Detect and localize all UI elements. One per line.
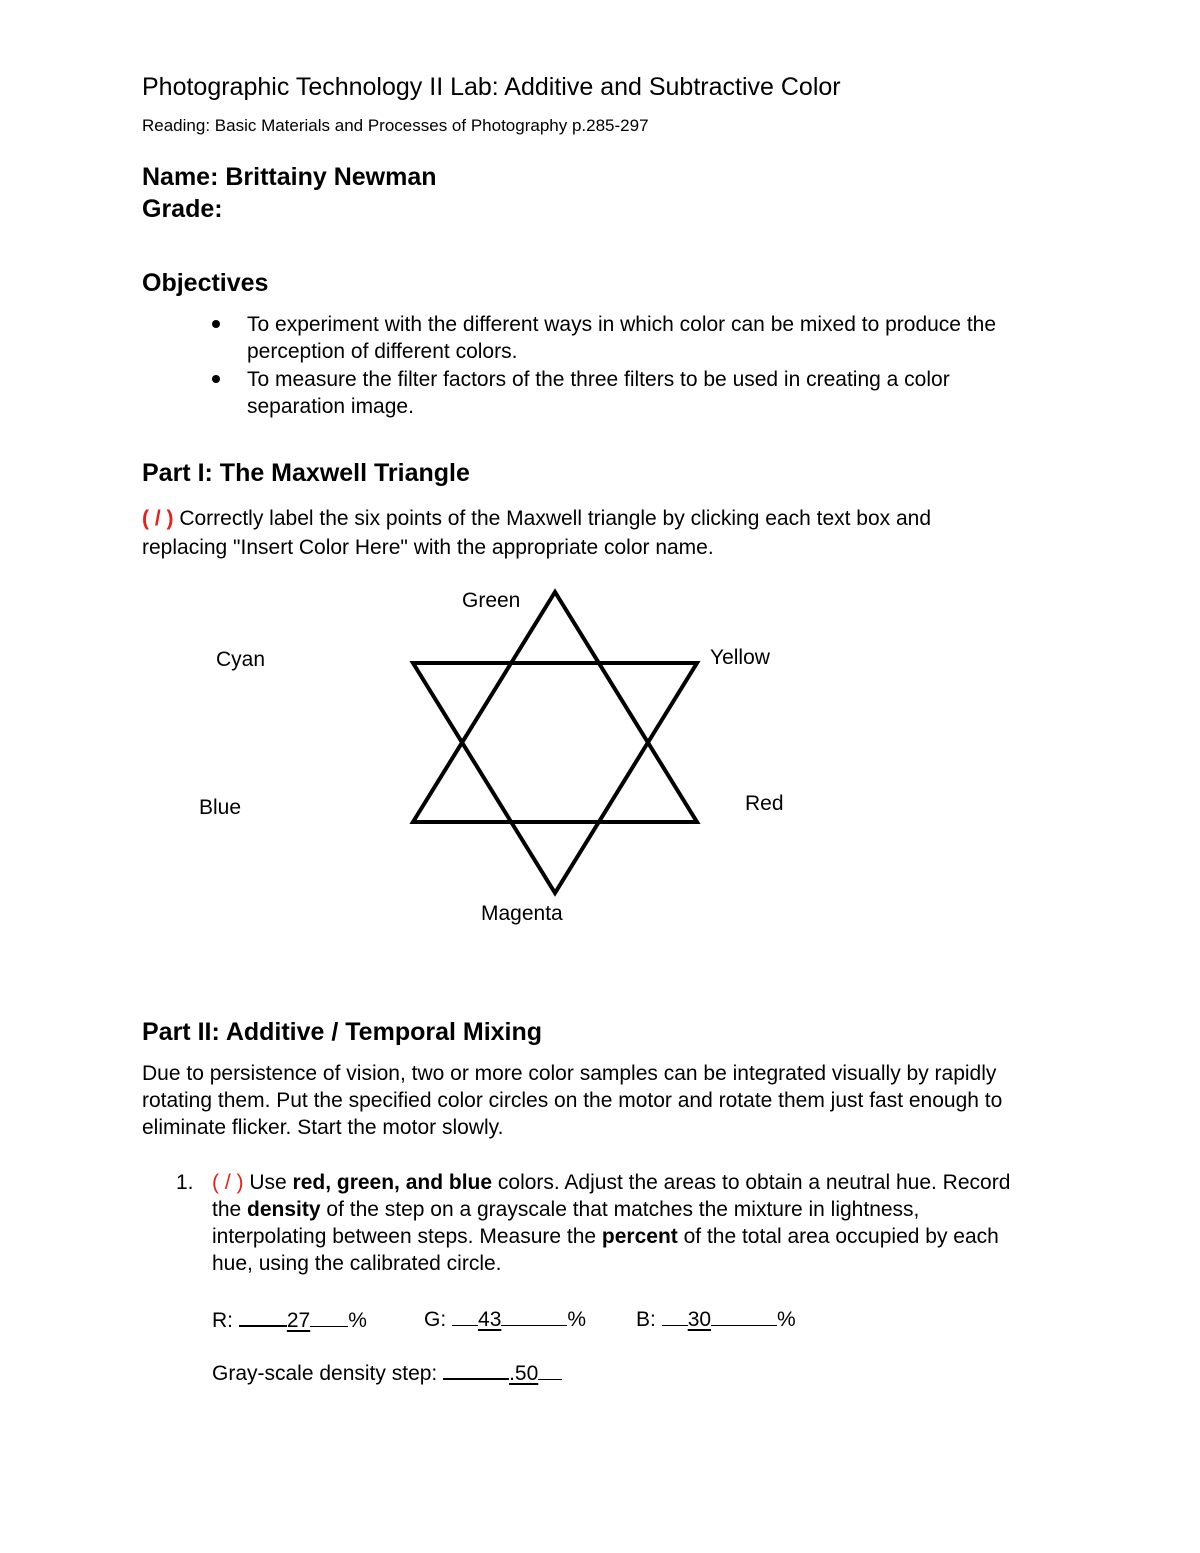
r-value-field[interactable]: 27 (286, 1309, 311, 1332)
item1-bold: red, green, and blue (292, 1171, 493, 1194)
label-red[interactable]: Red (745, 792, 784, 815)
b-label: B: (636, 1308, 662, 1331)
item1-line4: hue, using the calibrated circle. (212, 1252, 502, 1275)
downward-triangle (413, 663, 697, 893)
item1-text: interpolating between steps. Measure the (212, 1225, 602, 1248)
objectives-heading: Objectives (142, 269, 269, 297)
label-magenta[interactable]: Magenta (481, 902, 563, 925)
label-blue[interactable]: Blue (199, 796, 242, 819)
item1-line1 (212, 1169, 1010, 1196)
gray-scale-value-field[interactable]: .50 (509, 1362, 539, 1385)
part1-heading: Part I: The Maxwell Triangle (142, 459, 470, 487)
part2-heading: Part II: Additive / Temporal Mixing (142, 1018, 543, 1046)
item1-text: of the step on a grayscale that matches the mixture in lightness, (320, 1198, 920, 1221)
gray-scale-label: Gray-scale density step: (212, 1362, 444, 1385)
instruction-text: Correctly label the six points of the Maxwell triangle by clicking each text box and (173, 507, 932, 530)
item1-text: colors. Adjust the areas to obtain a neutral hue. Record (492, 1171, 1011, 1194)
part1-instruction-line2: replacing "Insert Color Here" with the appropriate color name. (142, 536, 714, 559)
part2-intro-line1: Due to persistence of vision, two or more color samples can be integrated visually by rapidly (142, 1062, 997, 1085)
answer-g (424, 1305, 586, 1333)
objective-1-line2: perception of different colors. (247, 340, 518, 363)
label-green[interactable]: Green (462, 589, 521, 612)
r-label: R: (212, 1309, 239, 1332)
grade-label: Grade: (142, 195, 223, 223)
part2-intro-line3: eliminate flicker. Start the motor slowly. (142, 1116, 504, 1139)
gray-scale-answer (212, 1358, 562, 1387)
item1-bold: density (247, 1198, 321, 1221)
grade-mark: ( / ) (142, 507, 174, 530)
blank-line (443, 1358, 509, 1380)
blank-line (538, 1359, 562, 1380)
objective-2-line2: separation image. (247, 395, 414, 418)
blank-line (452, 1305, 478, 1326)
answer-b (636, 1305, 796, 1333)
item1-line3 (212, 1223, 999, 1250)
item1-line2 (212, 1196, 919, 1223)
upward-triangle (413, 592, 697, 822)
blank-line (310, 1306, 348, 1327)
item1-text: of the total area occupied by each (677, 1225, 999, 1248)
objective-1-line1: To experiment with the different ways in which color can be mixed to produce the (247, 313, 997, 336)
item-number: 1. (176, 1171, 194, 1194)
percent-sign: % (567, 1308, 587, 1331)
label-yellow[interactable]: Yellow (710, 646, 770, 669)
label-cyan[interactable]: Cyan (216, 648, 266, 671)
percent-sign: % (777, 1308, 796, 1331)
answer-r (212, 1305, 367, 1334)
item1-text: Use (243, 1171, 293, 1194)
b-value-field[interactable]: 30 (687, 1308, 712, 1331)
student-name: Name: Brittainy Newman (142, 163, 437, 191)
g-value-field[interactable]: 43 (478, 1308, 502, 1331)
objective-2-line1: To measure the filter factors of the three filters to be used in creating a color (247, 368, 950, 391)
percent-sign: % (348, 1309, 367, 1332)
item1-text: the (212, 1198, 248, 1221)
blank-line (239, 1305, 287, 1327)
page-title: Photographic Technology II Lab: Additive and Subtractive Color (142, 73, 841, 101)
part2-intro-line2: rotating them. Put the specified color circles on the motor and rotate them just fast enough to (142, 1089, 1003, 1112)
item1-bold: percent (601, 1225, 678, 1248)
reading-reference: Reading: Basic Materials and Processes of Photography p.285-297 (142, 116, 649, 135)
blank-line (501, 1305, 567, 1326)
g-label: G: (424, 1308, 453, 1331)
grade-mark: ( / ) (212, 1171, 244, 1194)
blank-line (711, 1305, 777, 1326)
blank-line (662, 1305, 688, 1326)
